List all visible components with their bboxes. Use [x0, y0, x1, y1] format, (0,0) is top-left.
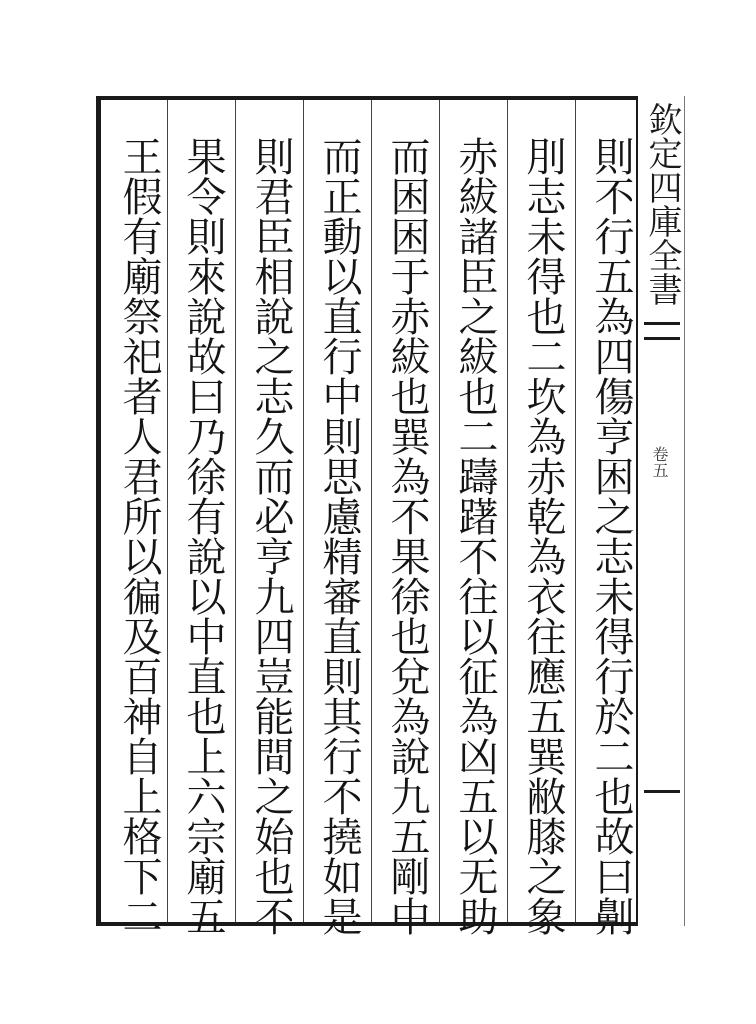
text-column: 則君臣相說之志久而必亨九四豈能間之始也不 [248, 136, 294, 936]
page-frame [96, 96, 638, 936]
text-column: 赤紱諸臣之紱也二躊躇不往以征為凶五以无助 [452, 136, 498, 936]
volume-label: 卷五 [650, 446, 669, 478]
text-column: 而困困于赤紱也巽為不果徐也兌為說九五剛中 [384, 136, 430, 936]
column-divider [167, 100, 168, 922]
fish-tail-mark-lower [644, 790, 680, 793]
text-column: 刖志未得也二坎為赤乾為衣往應五巽敝膝之象 [520, 136, 566, 936]
column-divider [303, 100, 304, 922]
fish-tail-mark [644, 322, 680, 340]
text-column: 則不行五為四傷亨困之志未得行於二也故曰劓 [588, 136, 634, 936]
text-column: 果令則來說故曰乃徐有說以中直也上六宗廟五 [180, 136, 226, 936]
text-column: 王假有廟祭祀者人君所以徧及百神自上格下二 [116, 136, 162, 936]
column-divider [507, 100, 508, 922]
block-center-margin [638, 96, 684, 926]
book-title: 欽定四庫全書 [642, 102, 682, 306]
column-divider [371, 100, 372, 922]
column-divider [575, 100, 576, 922]
text-column: 而正動以直行中則思慮精審直則其行不撓如是 [316, 136, 362, 936]
page-edge-line [684, 96, 685, 926]
column-divider [439, 100, 440, 922]
column-divider [235, 100, 236, 922]
